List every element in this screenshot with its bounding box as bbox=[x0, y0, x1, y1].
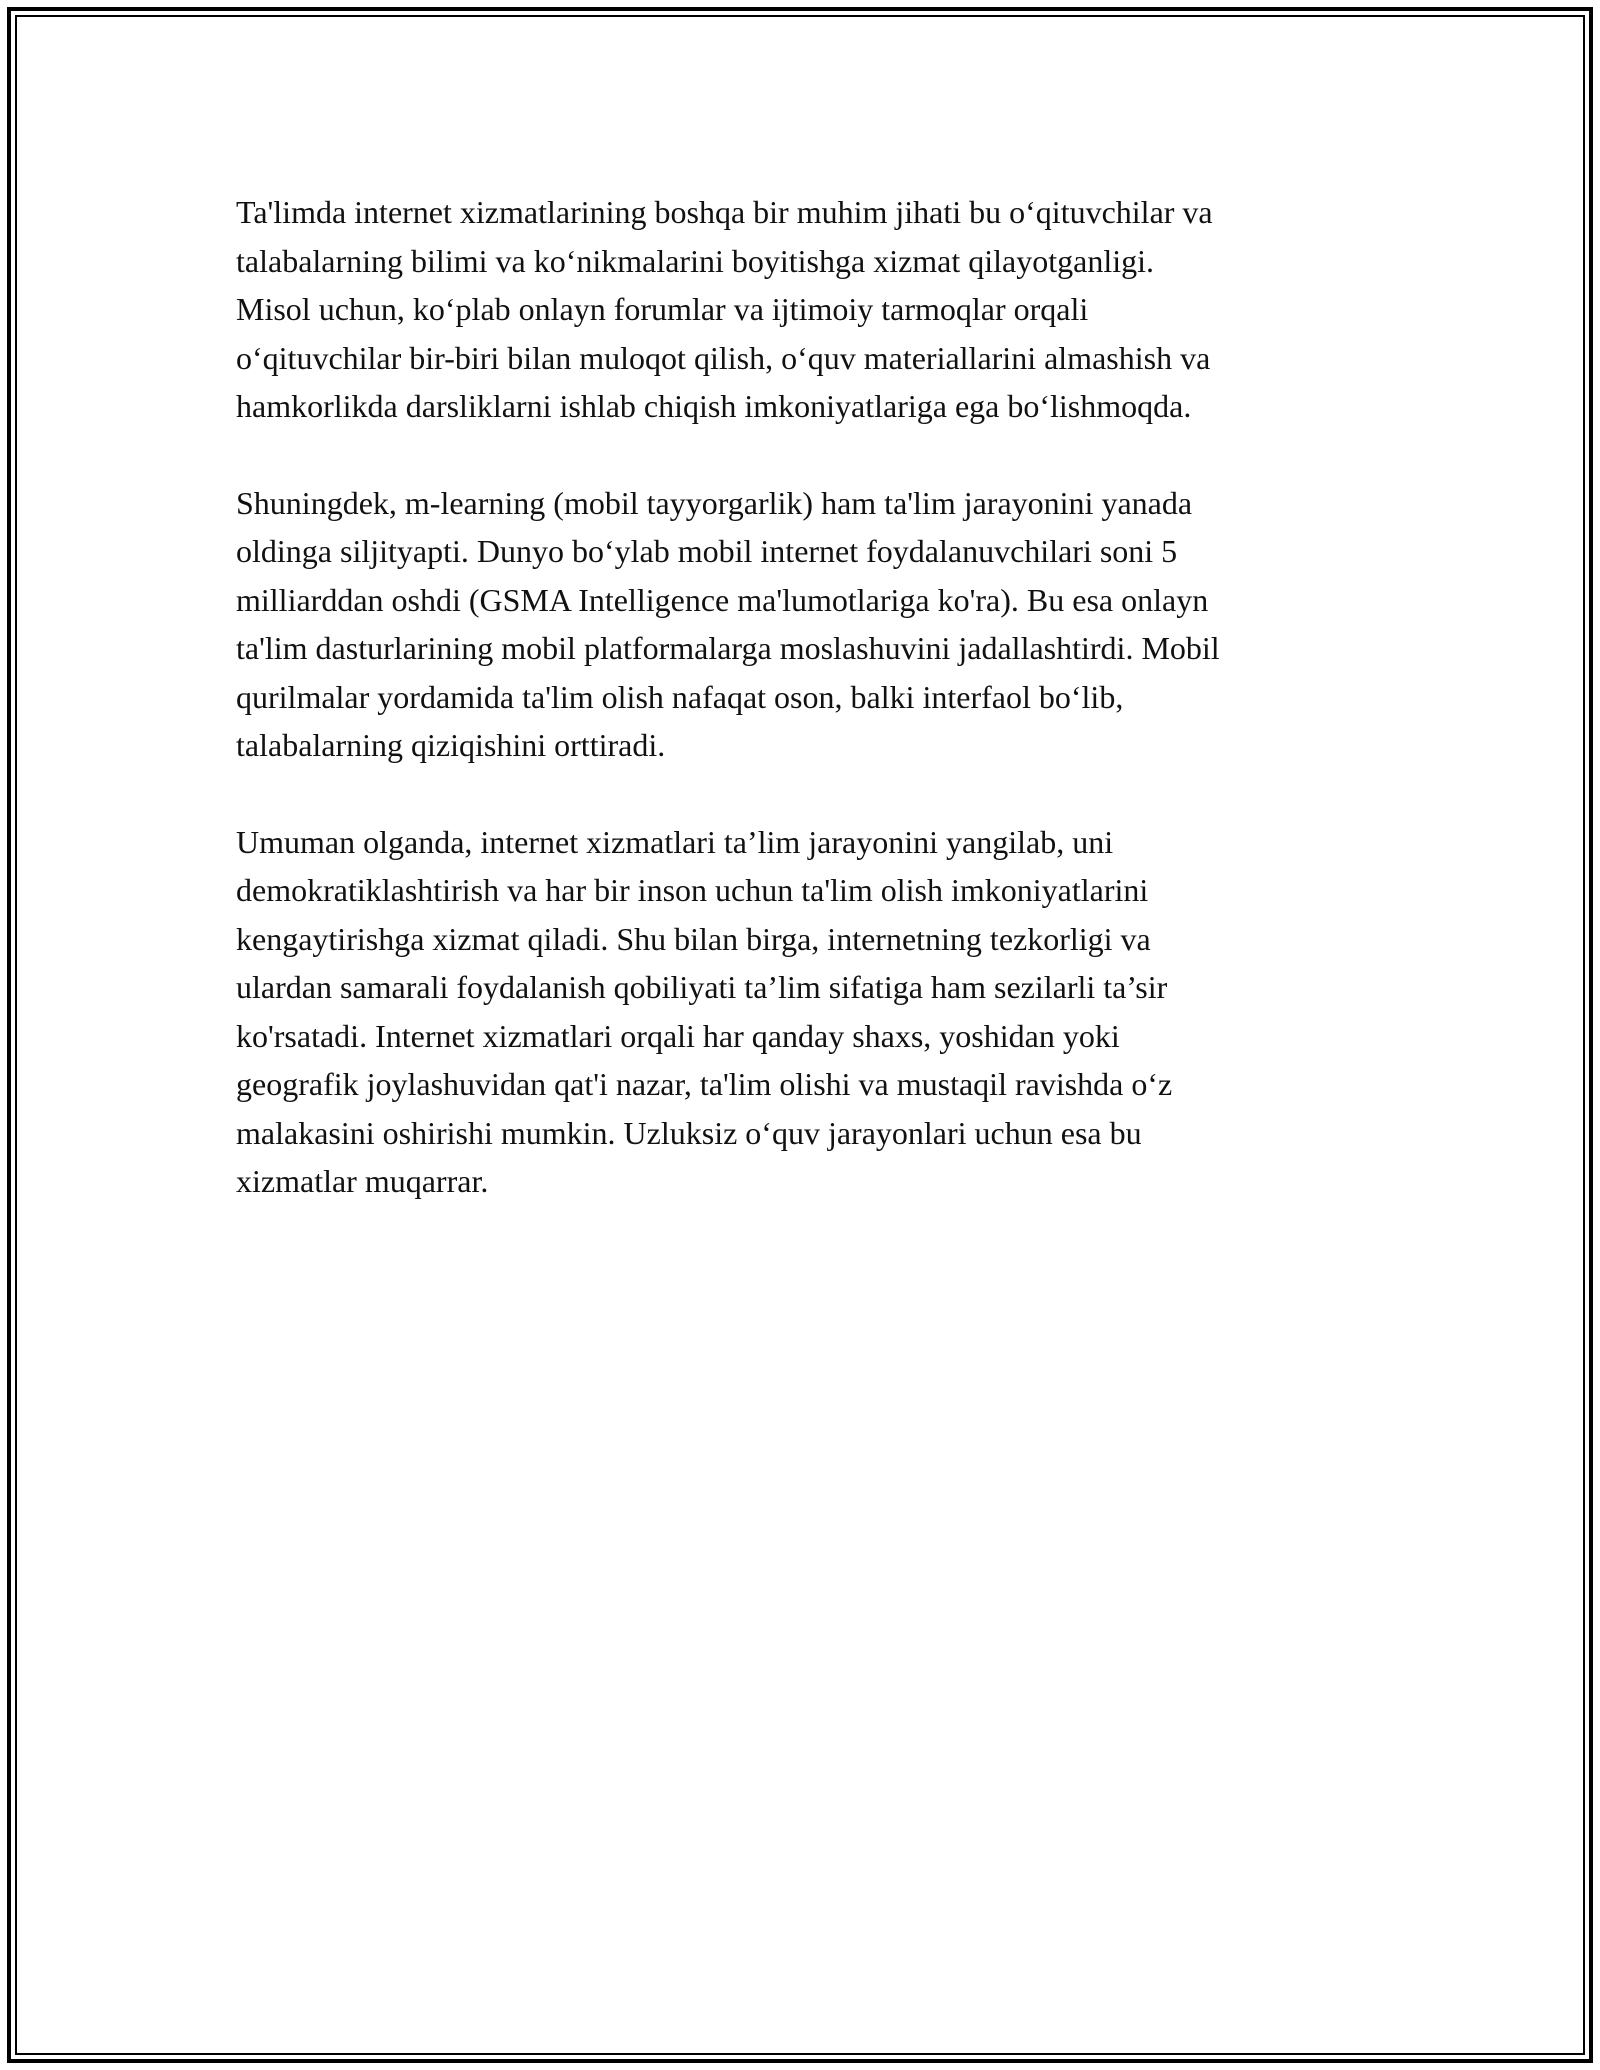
text-line: xizmatlar muqarrar. bbox=[236, 1163, 489, 1199]
text-line: ko'rsatadi. Internet xizmatlari orqali har qanday shaxs, yoshidan yoki bbox=[236, 1017, 1120, 1054]
text-line: milliarddan oshdi (GSMA Intelligence ma'lumotlariga ko'ra). Bu esa onlayn bbox=[236, 581, 1209, 618]
text-line: Misol uchun, ko‘plab onlayn forumlar va ijtimoiy tarmoqlar orqali bbox=[236, 291, 1089, 327]
document-body bbox=[236, 188, 1376, 1254]
text-line: ulardan samarali foydalanish qobiliyati ta’lim sifatiga ham sezilarli ta’sir bbox=[236, 969, 1168, 1005]
text-line: geografik joylashuvidan qat'i nazar, ta'lim olishi va mustaqil ravishda o‘z bbox=[236, 1066, 1173, 1102]
text-line: Ta'limda internet xizmatlarining boshqa bir muhim jihati bu o‘qituvchilar va bbox=[236, 194, 1213, 230]
text-line: talabalarning qiziqishini orttiradi. bbox=[236, 727, 666, 763]
text-line: kengaytirishga xizmat qiladi. Shu bilan birga, internetning tezkorligi va bbox=[236, 920, 1151, 957]
text-line: Umuman olganda, internet xizmatlari ta’lim jarayonini yangilab, uni bbox=[236, 823, 1114, 860]
paragraph-1 bbox=[236, 188, 1376, 431]
text-line: Shuningdek, m-learning (mobil tayyorgarlik) ham ta'lim jarayonini yanada bbox=[236, 484, 1193, 521]
text-line: o‘qituvchilar bir-biri bilan muloqot qilish, o‘quv materiallarini almashish va bbox=[236, 339, 1211, 376]
text-line: hamkorlikda darsliklarni ishlab chiqish imkoniyatlariga ega bo‘lishmoqda. bbox=[236, 388, 1192, 424]
paragraph-3 bbox=[236, 818, 1376, 1206]
text-line: malakasini oshirishi mumkin. Uzluksiz o‘quv jarayonlari uchun esa bu bbox=[236, 1114, 1142, 1151]
text-line: ta'lim dasturlarining mobil platformalarga moslashuvini jadallashtirdi. Mobil bbox=[236, 630, 1220, 666]
text-line: talabalarning bilimi va ko‘nikmalarini boyitishga xizmat qilayotganligi. bbox=[236, 242, 1155, 279]
text-line: demokratiklashtirish va har bir inson uchun ta'lim olish imkoniyatlarini bbox=[236, 872, 1149, 908]
paragraph-2 bbox=[236, 479, 1376, 770]
text-line: oldinga siljityapti. Dunyo bo‘ylab mobil internet foydalanuvchilari soni 5 bbox=[236, 533, 1178, 569]
text-line: qurilmalar yordamida ta'lim olish nafaqat oson, balki interfaol bo‘lib, bbox=[236, 678, 1124, 715]
